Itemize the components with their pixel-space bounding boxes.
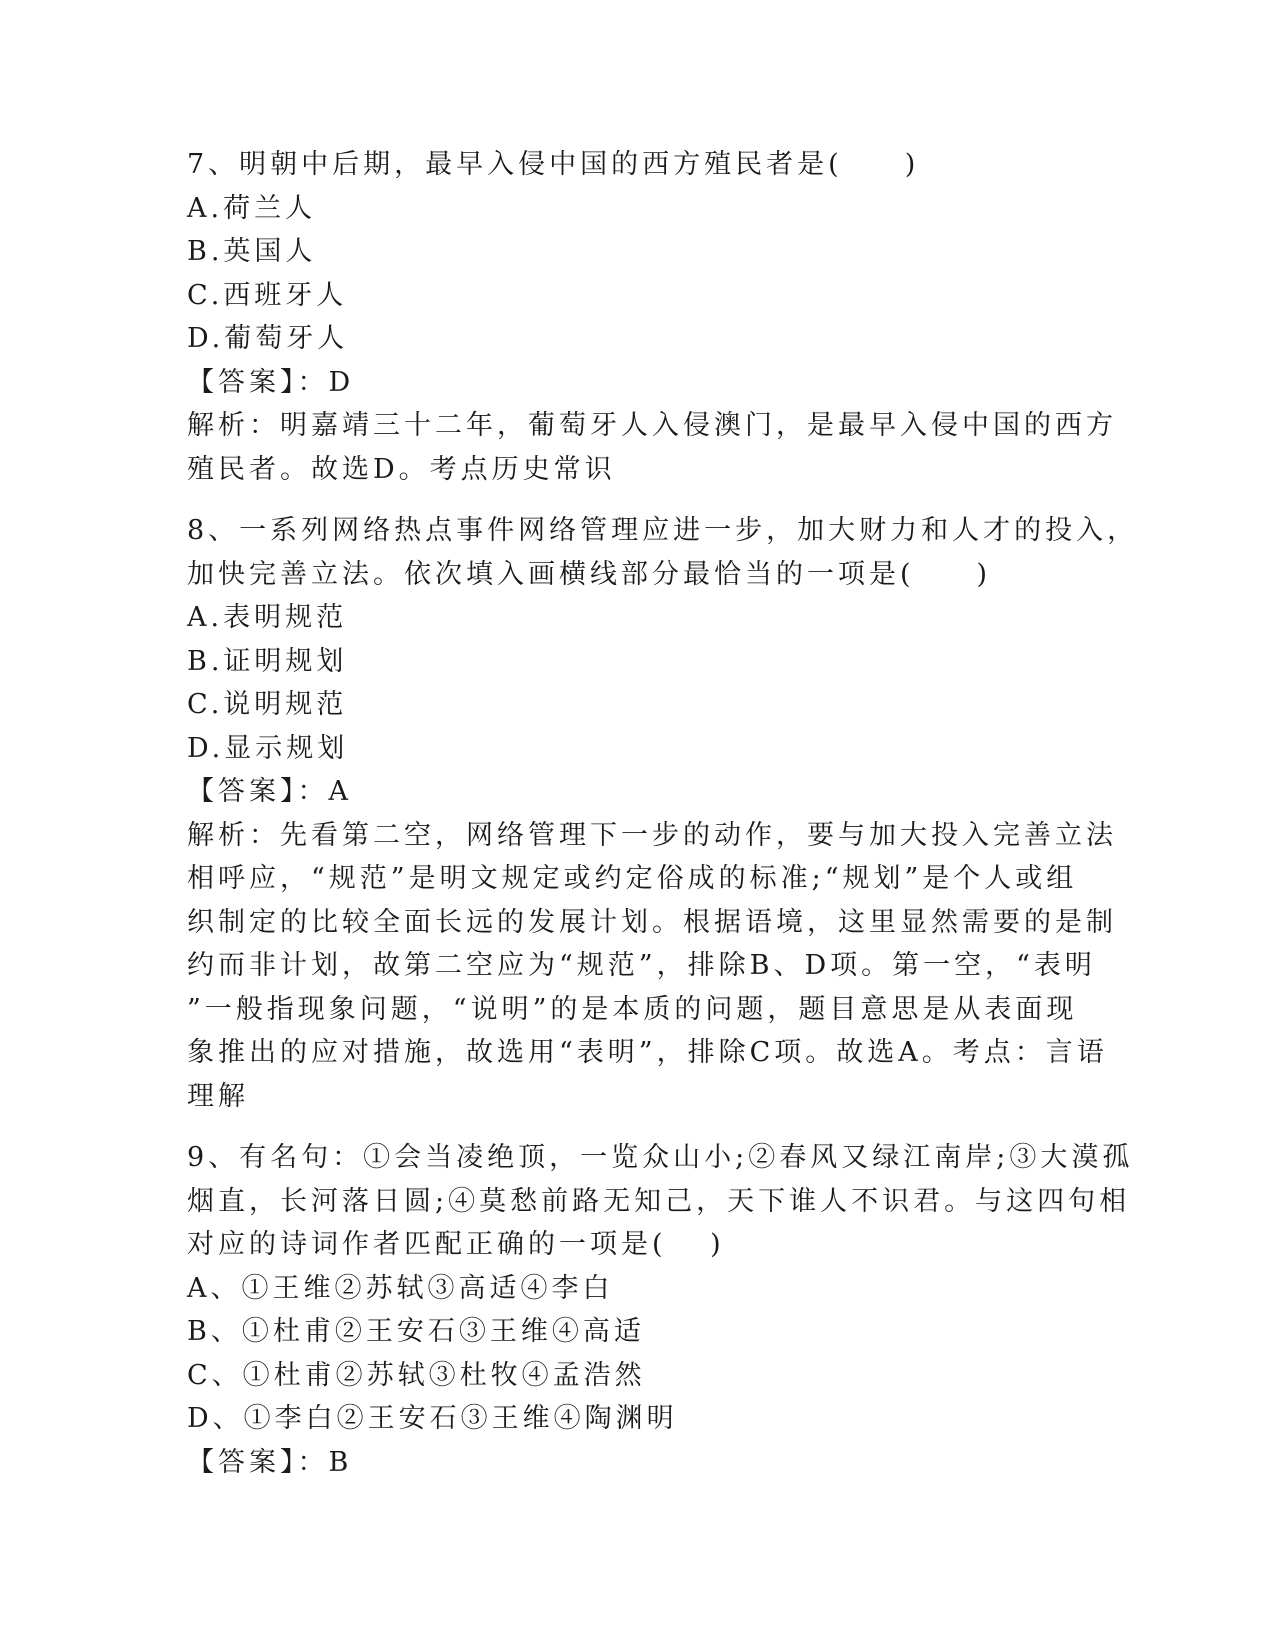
question-stem: 7、明朝中后期，最早入侵中国的西方殖民者是( ): [187, 149, 920, 180]
question-stem: 9、有名句：①会当凌绝顶，一览众山小;②春风又绿江南岸;③大漠孤: [187, 1142, 1134, 1173]
option-c: C、①杜甫②苏轼③杜牧④孟浩然: [187, 1359, 646, 1391]
analysis-line: 殖民者。故选D。考点历史常识: [187, 453, 616, 485]
option-a: A.荷兰人: [187, 192, 317, 224]
question-spacer: [187, 491, 1087, 509]
question-stem: 加快完善立法。依次填入画横线部分最恰当的一项是( ): [187, 558, 992, 590]
analysis-line: ”一般指现象问题，“说明”的是本质的问题，题目意思是从表面现: [187, 993, 1078, 1025]
analysis-line: 理解: [187, 1080, 249, 1112]
analysis-line: 解析：先看第二空，网络管理下一步的动作，要与加大投入完善立法: [187, 819, 1117, 851]
question-block-7: [187, 143, 1117, 491]
option-a: A.表明规范: [187, 602, 348, 633]
option-c: C.说明规范: [187, 689, 348, 720]
document-content: [187, 143, 1139, 1484]
answer-line: 【答案】：A: [187, 776, 352, 807]
question-spacer: [187, 1118, 1087, 1136]
question-block-8: [187, 509, 1139, 1118]
option-d: D.葡萄牙人: [187, 323, 349, 354]
option-b: B.英国人: [187, 236, 317, 267]
question-stem: 8、一系列网络热点事件网络管理应进一步，加大财力和人才的投入，: [187, 515, 1139, 546]
analysis-line: 解析：明嘉靖三十二年，葡萄牙人入侵澳门，是最早入侵中国的西方: [187, 410, 1117, 441]
analysis-line: 相呼应，“规范”是明文规定或约定俗成的标准;“规划”是个人或组: [187, 863, 1078, 894]
option-d: D.显示规划: [187, 732, 349, 764]
answer-line: 【答案】：D: [187, 366, 355, 398]
analysis-line: 约而非计划，故第二空应为“规范”，排除B、D项。第一空，“表明: [187, 950, 1096, 981]
analysis-line: 象推出的应对措施，故选用“表明”，排除C项。故选A。考点：言语: [187, 1037, 1108, 1068]
question-stem: 对应的诗词作者匹配正确的一项是( ): [187, 1229, 725, 1260]
analysis-line: 织制定的比较全面长远的发展计划。根据语境，这里显然需要的是制: [187, 906, 1117, 938]
option-a: A、①王维②苏轼③高适④李白: [187, 1272, 614, 1304]
question-block-9: [187, 1136, 1134, 1484]
answer-line: 【答案】：B: [187, 1446, 353, 1478]
question-stem: 烟直，长河落日圆;④莫愁前路无知己，天下谁人不识君。与这四句相: [187, 1185, 1131, 1217]
option-c: C.西班牙人: [187, 279, 348, 311]
option-b: B、①杜甫②王安石③王维④高适: [187, 1316, 645, 1347]
option-b: B.证明规划: [187, 645, 348, 677]
option-d: D、①李白②王安石③王维④陶渊明: [187, 1403, 678, 1434]
